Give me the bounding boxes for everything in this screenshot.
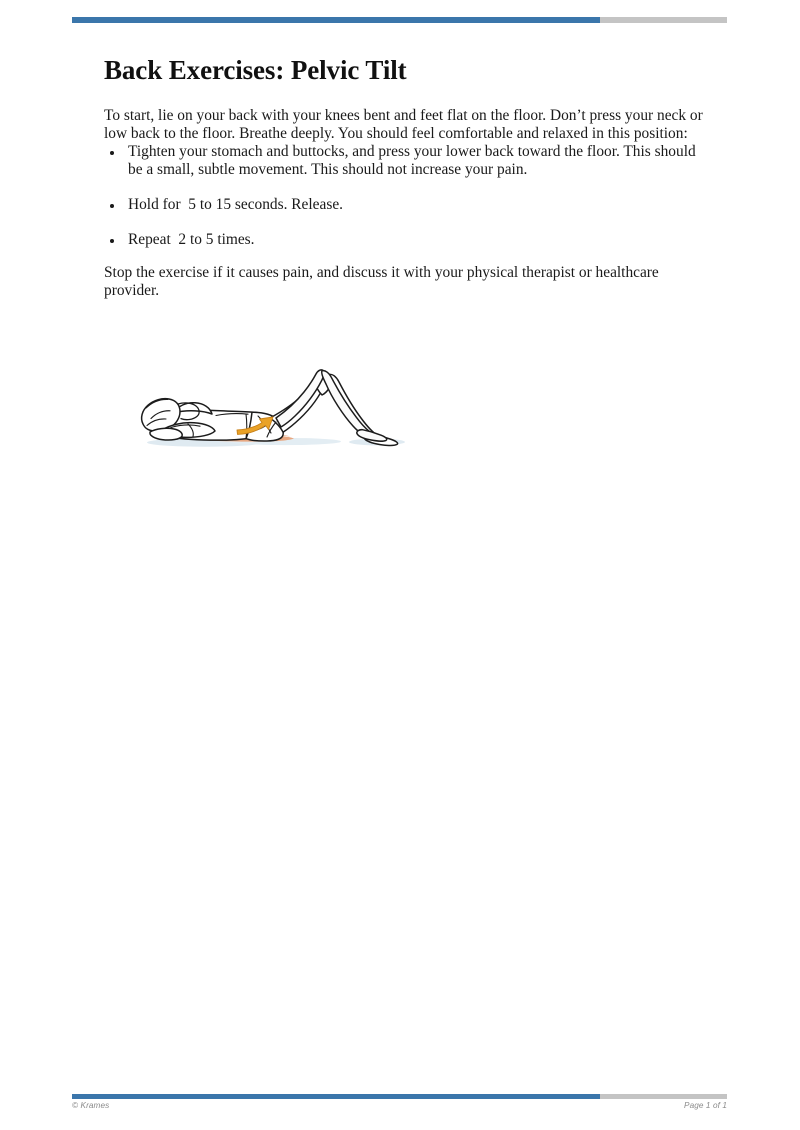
pelvic-tilt-figure-svg <box>100 358 420 468</box>
copyright-text: © Krames <box>72 1101 110 1110</box>
body-outline <box>142 370 398 446</box>
bullet-icon <box>110 204 114 208</box>
list-item <box>104 196 704 214</box>
footer-rule <box>72 1094 727 1099</box>
footer-rule-blue-segment <box>72 1094 600 1099</box>
footer-rule-gray-segment <box>600 1094 727 1099</box>
exercise-steps-list <box>104 143 704 249</box>
header-rule-blue-segment <box>72 17 600 23</box>
list-item <box>104 231 704 249</box>
bullet-icon <box>110 151 114 155</box>
outro-paragraph: Stop the exercise if it causes pain, and discuss it with your physical therapist or healthcare provider. <box>104 264 659 300</box>
header-rule <box>72 17 727 23</box>
list-item-text: Hold for 5 to 15 seconds. Release. <box>128 196 343 214</box>
document-content <box>104 55 704 300</box>
pelvic-tilt-illustration <box>100 358 420 468</box>
list-item-text: Repeat 2 to 5 times. <box>128 231 255 249</box>
bullet-icon <box>110 239 114 243</box>
list-item <box>104 143 704 179</box>
header-rule-gray-segment <box>600 17 727 23</box>
intro-paragraph: To start, lie on your back with your knees bent and feet flat on the floor. Don’t press your neck or low back to the floor. Breathe deeply. You should feel comfortable and relaxed in this position: <box>104 107 703 143</box>
page-footer <box>72 1101 727 1110</box>
page-number: Page 1 of 1 <box>684 1101 727 1110</box>
list-item-text: Tighten your stomach and buttocks, and press your lower back toward the floor. This should be a small, subtle movement. This should not increase your pain. <box>128 143 700 179</box>
page-title: Back Exercises: Pelvic Tilt <box>104 55 407 85</box>
